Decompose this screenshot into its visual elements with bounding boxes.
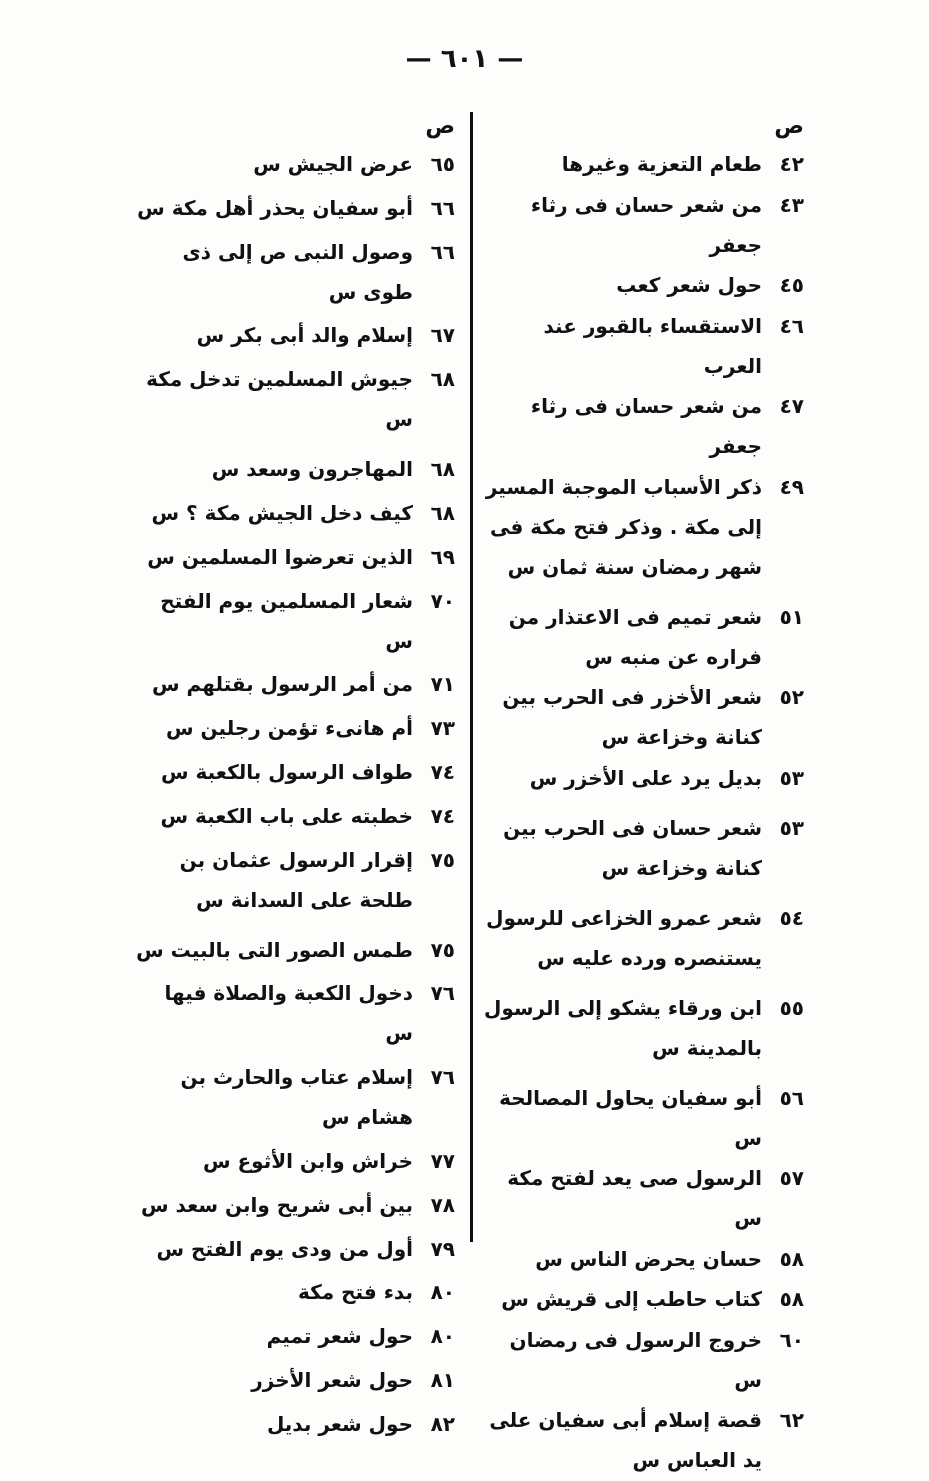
entry-title: الاستقساء بالقبور عند العرب [543,313,762,378]
entry-title: إسلام والد أبى بكر س [196,323,413,348]
entry-page-number: ٥٨ [779,1287,804,1311]
entry-title: الذين تعرضوا المسلمين س [147,544,413,569]
entry-page-number: ٥٧ [779,1166,804,1190]
index-entry [130,1057,455,1137]
entry-page-number: ٦٠ [779,1327,804,1352]
entry-page-number: ٥٣ [779,765,804,790]
index-entry [130,537,455,577]
entry-page-number: ٧٦ [430,1065,455,1090]
entry-title: إسلام عتاب والحارث بن هشام س [180,1065,413,1130]
page-number: — ٦٠١ — [405,44,524,74]
index-entry [130,930,455,970]
entry-page-number: ٦٥ [430,152,455,176]
entry-page-number: ٧٥ [430,937,455,962]
entry-title: إقرار الرسول عثمان بن طلحة على السدانة س [179,847,413,912]
entry-page-number: ٥١ [779,604,804,629]
entry-page-number: ٧١ [430,672,455,697]
entry-title: أبو سفيان يحاول المصالحة س [499,1085,762,1150]
index-entry [130,315,455,355]
index-entry [130,1185,455,1225]
index-entry [484,386,804,466]
entry-title: كيف دخل الجيش مكة ؟ س [151,500,413,525]
entry-title: شعر عمرو الخزاعى للرسول يستنصره ورده عليه س [486,905,762,970]
index-entry [130,796,455,836]
index-column-right [484,110,804,1481]
entry-page-number: ٧٦ [430,981,455,1006]
entry-title: أبو سفيان يحذر أهل مكة س [137,195,413,220]
entry-page-number: ٧٤ [430,803,455,828]
entry-page-number: ٧٤ [430,759,455,784]
entry-title: ذكر الأسباب الموجبة المسير إلى مكة . وذكر فتح مكة فى شهر رمضان سنة ثمان س [485,474,762,579]
index-entry [130,359,455,439]
entry-page-number: ٥٤ [779,905,804,930]
index-entry [130,581,455,661]
entry-title: جيوش المسلمين تدخل مكة س [146,367,413,432]
index-entry [484,1158,804,1238]
entry-title: بين أبى شريح وابن سعد س [140,1192,413,1217]
entry-title: طعام التعزية وغيرها [561,152,762,176]
entry-page-number: ٨١ [430,1367,455,1392]
entry-title: من شعر حسان فى رثاء جعفر [530,394,762,458]
entry-title: شعر تميم فى الاعتذار من فراره عن منبه س [508,604,762,669]
entry-page-number: ٧٩ [430,1236,455,1261]
index-entry [484,467,804,587]
index-entry [130,840,455,920]
entry-title: بدء فتح مكة [297,1280,413,1305]
entry-page-number: ٨٠ [430,1324,455,1349]
entry-page-number: ٧٧ [430,1148,455,1173]
index-entry [484,1320,804,1400]
entry-title: ابن ورقاء يشكو إلى الرسول بالمدينة س [484,995,762,1060]
entry-page-number: ٦٨ [430,500,455,525]
index-entry [130,973,455,1053]
entry-page-number: ٥٢ [779,685,804,709]
index-entry [130,1316,455,1356]
index-entry [130,1404,455,1444]
index-entry [130,1229,455,1269]
entry-page-number: ٤٦ [779,313,804,338]
index-entry [484,808,804,888]
entry-title: من أمر الرسول بقتلهم س [152,672,413,697]
index-entry [484,306,804,386]
entry-title: طمس الصور التى بالبيت س [136,937,413,962]
entry-list-left [130,144,455,1444]
entry-page-number: ٨٠ [430,1280,455,1305]
index-entry [484,597,804,677]
entry-title: شعر الأخزر فى الحرب بين كنانة وخزاعة س [502,685,762,749]
index-entry [130,232,455,312]
index-entry [484,898,804,978]
index-entry [130,752,455,792]
index-entry [130,1272,455,1312]
entry-title: وصول النبى ص إلى ذى طوى س [182,239,413,304]
entry-page-number: ٥٥ [779,995,804,1020]
index-entry [130,188,455,228]
entry-page-number: ٦٢ [779,1408,804,1432]
entry-page-number: ٥٦ [779,1085,804,1110]
entry-page-number: ٧٥ [430,847,455,872]
entry-title: شعر حسان فى الحرب بين كنانة وخزاعة س [503,815,762,880]
entry-page-number: ٦٨ [430,457,455,482]
entry-list-right [484,144,804,1480]
entry-page-number: ٤٣ [779,192,804,217]
entry-page-number: ٦٨ [430,367,455,392]
index-entry [484,144,804,184]
index-entry [484,1400,804,1480]
entry-title: دخول الكعبة والصلاة فيها س [164,981,413,1046]
entry-title: عرض الجيش س [253,152,413,176]
entry-title: حول شعر الأخزر [251,1367,413,1392]
column-header-right: ص [774,114,804,139]
entry-page-number: ٤٥ [779,273,804,297]
entry-page-number: ٧٠ [430,588,455,613]
entry-title: بديل يرد على الأخزر س [529,765,762,790]
index-entry [484,1078,804,1158]
column-header-left: ص [425,114,455,139]
index-entry [484,1279,804,1319]
entry-title: طواف الرسول بالكعبة س [160,759,413,784]
entry-page-number: ٦٦ [430,195,455,220]
entry-page-number: ٧٣ [430,716,455,741]
entry-page-number: ٤٩ [779,474,804,499]
entry-title: أم هانىء تؤمن رجلين س [166,716,413,741]
entry-page-number: ٤٢ [779,152,804,176]
index-entry [130,449,455,489]
entry-page-number: ٨٢ [430,1411,455,1436]
entry-title: حول شعر كعب [616,273,762,297]
index-entry [130,708,455,748]
index-entry [484,1239,804,1279]
entry-title: شعار المسلمين يوم الفتح س [160,588,413,653]
entry-title: خطبته على باب الكعبة س [160,803,413,828]
entry-page-number: ٦٩ [430,544,455,569]
entry-title: أول من ودى يوم الفتح س [156,1236,413,1261]
index-entry [484,265,804,305]
index-entry [484,185,804,265]
index-entry [484,677,804,757]
index-entry [130,664,455,704]
entry-page-number: ٥٣ [779,815,804,840]
entry-title: قصة إسلام أبى سفيان على يد العباس س [489,1408,762,1472]
index-column-left [130,110,455,1448]
index-entry [130,493,455,533]
entry-title: من شعر حسان فى رثاء جعفر [530,192,762,257]
column-divider [470,112,473,1242]
entry-title: خروج الرسول فى رمضان س [509,1327,762,1392]
index-entry [130,1360,455,1400]
index-entry [484,988,804,1068]
entry-title: كتاب حاطب إلى قريش س [501,1287,762,1311]
entry-page-number: ٦٦ [430,239,455,264]
entry-page-number: ٦٧ [430,323,455,348]
entry-page-number: ٤٧ [779,394,804,418]
entry-title: حول شعر تميم [266,1324,413,1349]
entry-title: المهاجرون وسعد س [211,457,413,482]
index-entry [130,144,455,184]
entry-title: خراش وابن الأثوع س [202,1148,413,1173]
entry-title: الرسول صى يعد لفتح مكة س [507,1166,762,1230]
entry-title: حسان يحرض الناس س [535,1246,762,1271]
index-entry [484,758,804,798]
entry-page-number: ٧٨ [430,1192,455,1217]
entry-title: حول شعر بديل [266,1411,413,1436]
entry-page-number: ٥٨ [779,1246,804,1271]
index-entry [130,1141,455,1181]
